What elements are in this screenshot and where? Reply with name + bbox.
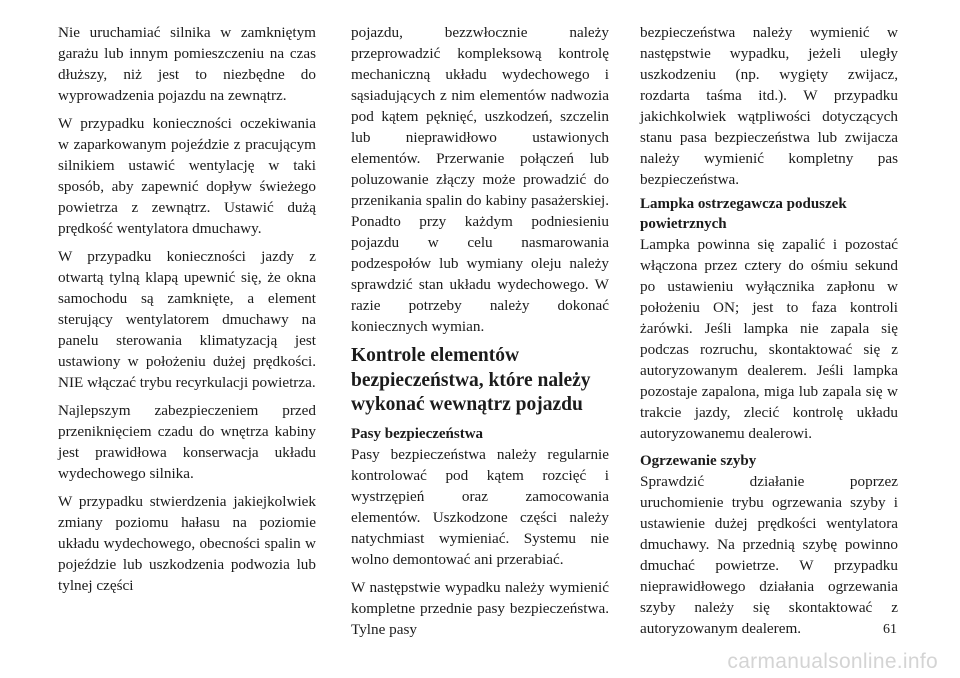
sub-heading-airbag-warning-light: Lampka ostrzegawcza poduszek powietrznych <box>640 196 847 232</box>
paragraph-noise-change: W przypadku stwierdzenia jakiejkolwiek zmiany poziomu hałasu na poziomie układu wydechowego, obecności spalin w pojeździe lub uszkodzenia podwozia lub tylnej części <box>58 493 316 594</box>
watermark-text: carmanualsonline.info <box>727 650 938 673</box>
paragraph-seat-belts-inspection: Pasy bezpieczeństwa należy regularnie kontrolować pod kątem rozcięć i wystrzępień oraz zamocowania elementów. Uszkodzone części należy natychmiast wymieniać. Systemu nie wolno demontować ani przerabiać. <box>351 445 609 568</box>
text-column-middle <box>351 22 609 647</box>
paragraph-seat-belts-replacement: W następstwie wypadku należy wymienić kompletne przednie pasy bezpieczeństwa. Tylne pasy <box>351 578 609 638</box>
paragraph-defroster: Sprawdzić działanie poprzez uruchomienie trybu ogrzewania szyby i ustawienie dużej prędkości wentylatora dmuchawy. Na przednią szybę powinno dmuchać powietrze. W przypadku nieprawidłowego działania ogrzewania szyby należy się skontaktować z autoryzowanym dealerem. <box>640 473 898 637</box>
sub-heading-seat-belts: Pasy bezpieczeństwa <box>351 425 484 442</box>
paragraph-belt-replacement-continued: bezpieczeństwa należy wymienić w następstwie wypadku, jeżeli uległy uszkodzeniu (np. wygięty zwijacz, rozdarta taśma itd.). W przypadku jakichkolwiek wątpliwości dotyczących stanu pasa bezpieczeństwa lub zwijacza należy wymienić kompletny pas bezpieczeństwa. <box>640 24 898 188</box>
paragraph-exhaust-maintenance: Najlepszym zabezpieczeniem przed przeniknięciem czadu do wnętrza kabiny jest prawidłowa konserwacja układu wydechowego silnika. <box>58 402 316 482</box>
text-column-right <box>640 22 898 646</box>
text-column-left <box>58 22 316 603</box>
paragraph-exhaust-inspection: pojazdu, bezzwłocznie należy przeprowadzić kompleksową kontrolę mechaniczną układu wydechowego i sąsiadujących z nim elementów nadwozia pod kątem pęknięć, uszkodzeń, szczelin lub nieprawidłowo ustawionych elementów. Przerwanie połączeń lub poluzowanie złączy może prowadzić do przenikania spalin do kabiny pasażerskiej. Ponadto przy każdym podniesieniu pojazdu w celu nasmarowania podzespołów lub wymiany oleju należy sprawdzić stan układu wydechowego. W razie potrzeby należy dokonać koniecznych wymian. <box>351 24 609 335</box>
paragraph-closed-garage: Nie uruchamiać silnika w zamkniętym garażu lub innym pomieszczeniu na czas dłuższy, niż jest to niezbędne do wyprowadzenia pojazdu na zewnątrz. <box>58 24 316 104</box>
sub-heading-defroster: Ogrzewanie szyby <box>640 453 757 469</box>
paragraph-airbag-warning-light: Lampka powinna się zapalić i pozostać włączona przez cztery do ośmiu sekund po ustawieniu wyłącznika zapłonu w położeniu ON; jest to faza kontroli żarówki. Jeśli lampka nie zapala się podczas rozruchu, skontaktować się z autoryzowanym dealerem. Jeśli lampka pozostaje zapalona, miga lub zapala się w trakcie jazdy, zlecić kontrolę układu autoryzowanemu dealerowi. <box>640 236 898 442</box>
paragraph-open-tailgate: W przypadku konieczności jazdy z otwartą tylną klapą upewnić się, że okna samochodu są zamknięte, a element sterujący wentylatorem dmuchawy na panelu sterowania klimatyzacją jest ustawiony w położeniu dużej prędkości. NIE włączać trybu recyrkulacji powietrza. <box>58 248 316 391</box>
paragraph-waiting-parked: W przypadku konieczności oczekiwania w zaparkowanym pojeździe z pracującym silnikiem ustawić wentylację w taki sposób, aby zapewnić dopływ świeżego powietrza z zewnątrz. Ustawić dużą prędkość wentylatora dmuchawy. <box>58 115 316 237</box>
page-number: 61 <box>883 622 897 637</box>
section-heading-safety-checks: Kontrole elementów bezpieczeństwa, które należy wykonać wewnątrz pojazdu <box>351 345 591 415</box>
